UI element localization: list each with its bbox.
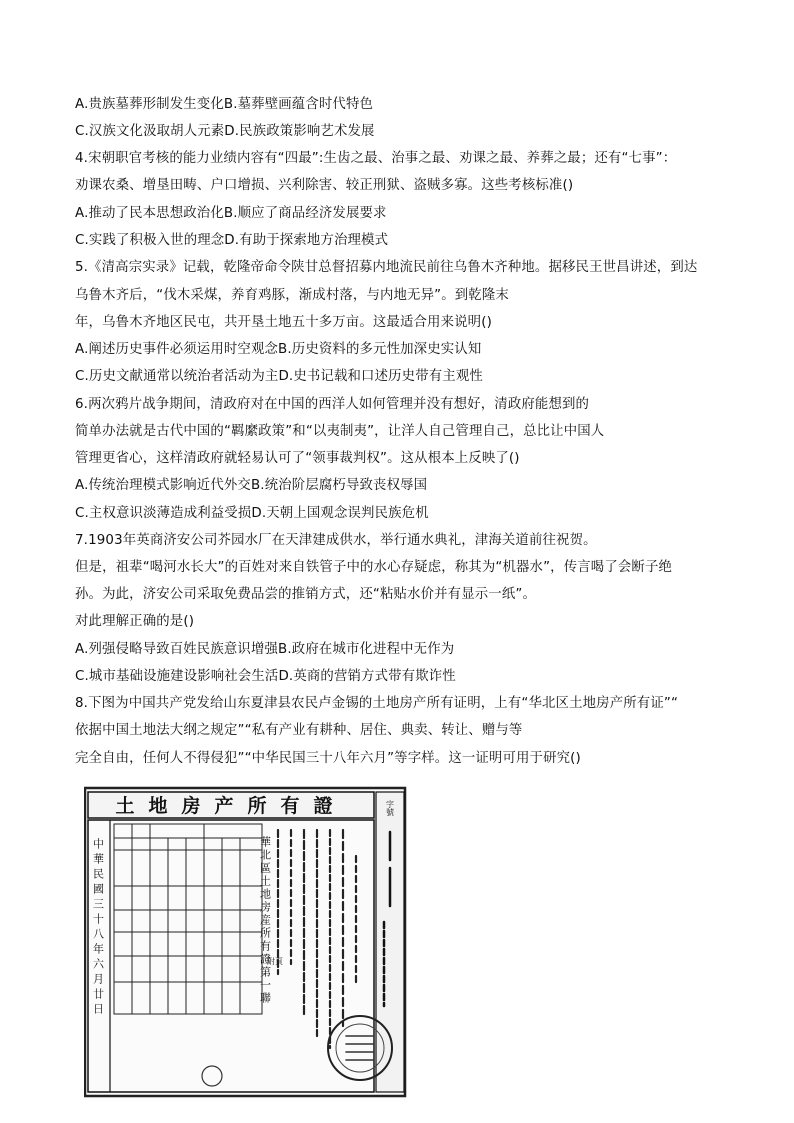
question-8-text: 完全自由，任何人不得侵犯”“中华民国三十八年六月”等字样。这一证明可用于研究()	[75, 751, 581, 766]
question-6-text: 管理更省心，这样清政府就轻易认可了“领事裁判权”。这从根本上反映了()	[75, 451, 520, 466]
option-line: C.汉族文化汲取胡人元素D.民族政策影响艺术发展	[75, 124, 375, 139]
certificate-title: 土地房产所有證	[115, 795, 347, 817]
option-line: A.阐述历史事件必须运用时空观念B.历史资料的多元性加深史实认知	[75, 342, 482, 357]
land-certificate-image	[84, 786, 407, 1098]
question-5-text: 5.《清高宗实录》记载，乾隆帝命令陕甘总督招募内地流民前往乌鲁木齐种地。据移民王世昌讲述，到达	[75, 260, 698, 275]
option-line: A.贵族墓葬形制发生变化B.墓葬壁画蕴含时代特色	[75, 97, 374, 112]
question-6-text: 6.两次鸦片战争期间，清政府对在中国的西洋人如何管理并没有想好，清政府能想到的	[75, 397, 590, 412]
option-line: A.列强侵略导致百姓民族意识增强B.政府在城市化进程中无作为	[75, 642, 455, 657]
option-line: C.主权意识淡薄造成利益受损D.天朝上国观念误判民族危机	[75, 506, 429, 521]
question-8-text: 8.下图为中国共产党发给山东夏津县农民卢金锡的土地房产所有证明，上有“华北区土地房产所有证”“	[75, 696, 679, 711]
question-7-text: 但是，祖辈“喝河水长大”的百姓对来自铁管子中的水心存疑虑，称其为“机器水”，传言喝了会断子绝	[75, 560, 673, 575]
question-7-text: 对此理解正确的是()	[75, 614, 195, 629]
question-4-text: 4.宋朝职官考核的能力业绩内容有“四最”:生齿之最、治事之最、劝课之最、养葬之最；还有“七事”：	[75, 151, 677, 166]
question-7-text: 7.1903年英商济安公司芥园水厂在天津建成供水，举行通水典礼，津海关道前往祝贺。	[75, 533, 597, 548]
option-line: C.城市基础设施建设影响社会生活D.英商的营销方式带有欺诈性	[75, 669, 456, 684]
question-6-text: 简单办法就是古代中国的“羁縻政策”和“以夷制夷”，让洋人自己管理自己，总比让中国人	[75, 424, 605, 439]
certificate-date: 中華民國三十八年六月廿日	[91, 838, 105, 1018]
option-line: A.传统治理模式影响近代外交B.统治阶层腐朽导致丧权辱国	[75, 478, 428, 493]
question-4-text: 劝课农桑、增垦田畴、户口增损、兴利除害、较正刑狱、盗贼多寡。这些考核标准()	[75, 178, 574, 193]
option-line: C.实践了积极入世的理念D.有助于探索地方治理模式	[75, 233, 389, 248]
question-8-text: 依据中国土地法大纲之规定”“私有产业有耕种、居住、典卖、转让、赠与等	[75, 723, 523, 738]
question-5-text: 乌鲁木齐后，“伐木采煤，养育鸡豚，渐成村落，与内地无异”。到乾隆末	[75, 288, 509, 303]
question-7-text: 孙。为此，济安公司采取免费品尝的推销方式，还“粘贴水价并有显示一纸”。	[75, 587, 537, 602]
question-5-text: 年，乌鲁木齐地区民屯，共开垦土地五十多万亩。这最适合用来说明()	[75, 315, 492, 330]
serial-label: 字號	[385, 800, 395, 816]
option-line: C.历史文献通常以统治者活动为主D.史书记载和口述历史带有主观性	[75, 369, 483, 384]
attachment-label: 附頁	[267, 957, 283, 966]
option-line: A.推动了民本思想政治化B.顺应了商品经济发展要求	[75, 206, 387, 221]
certificate-heading: 華北區土地房産所有證第一聯	[258, 836, 272, 1005]
